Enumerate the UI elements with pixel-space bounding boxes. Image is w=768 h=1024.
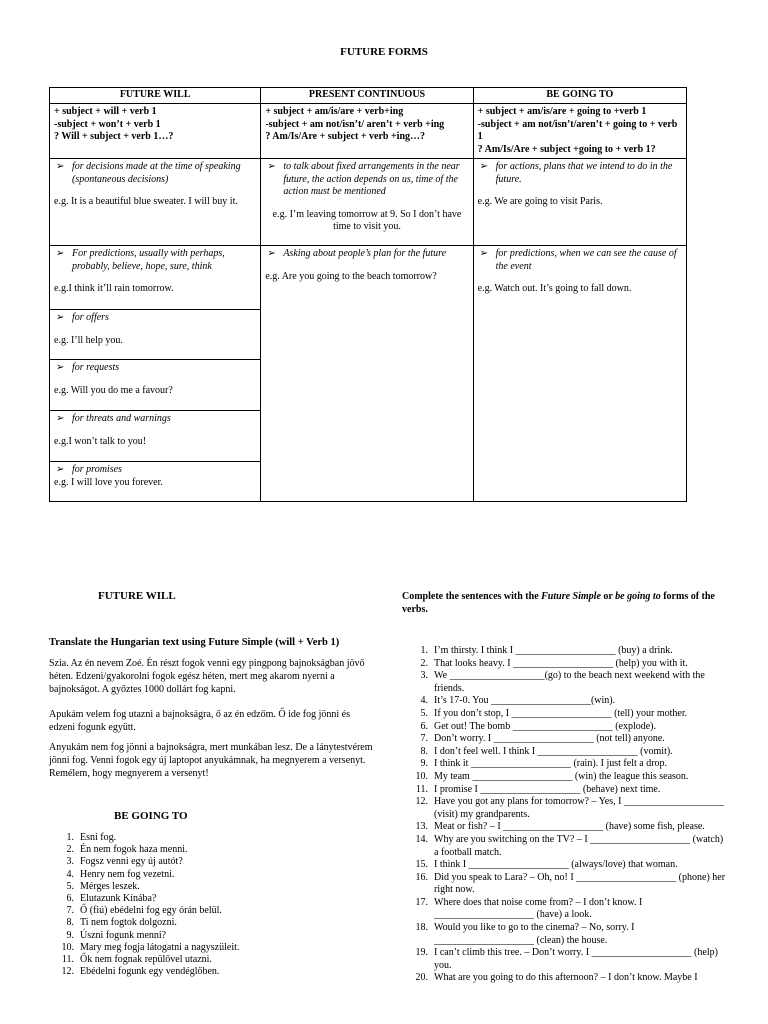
item-text: Mary meg fogja látogatni a nagyszüleit. bbox=[80, 941, 240, 953]
item-text: I can’t climb this tree. – Don’t worry. I ____________________ (help) you. bbox=[434, 947, 718, 971]
arrow-bullet-icon: ➢ bbox=[267, 248, 276, 259]
arrow-bullet-icon: ➢ bbox=[56, 413, 65, 424]
item-text: Fogsz venni egy új autót? bbox=[80, 856, 183, 868]
header-future-will: FUTURE WILL bbox=[50, 88, 261, 104]
uses-row-1 bbox=[50, 159, 687, 246]
will-use-cell bbox=[50, 411, 261, 462]
list-item bbox=[400, 670, 730, 695]
item-text: I promise I ____________________ (behave) next time. bbox=[434, 783, 661, 795]
use-bullet bbox=[54, 312, 256, 325]
item-number: 3. bbox=[66, 856, 74, 868]
example-text: e.g. Watch out. It’s going to fall down. bbox=[477, 283, 632, 294]
list-item bbox=[56, 881, 376, 893]
list-item bbox=[400, 645, 730, 658]
item-number: 12. bbox=[415, 796, 428, 808]
item-number: 15. bbox=[415, 859, 428, 871]
item-text: Would you like to go to the cinema? – No, sorry. I ____________________ (clean) the house. bbox=[434, 922, 635, 946]
list-item bbox=[56, 856, 376, 868]
rules-row bbox=[50, 104, 687, 159]
instruction-term: be going to bbox=[615, 591, 661, 602]
item-number: 1. bbox=[420, 645, 428, 656]
use-text: Asking about people’s plan for the future bbox=[283, 248, 447, 259]
use-bullet bbox=[54, 464, 256, 477]
list-item bbox=[400, 695, 730, 708]
item-text: Where does that noise come from? – I don’t know. I ____________________ (have) a look. bbox=[434, 896, 643, 921]
be-going-to-heading: BE GOING TO bbox=[114, 810, 188, 822]
use-bullet bbox=[54, 248, 256, 273]
hungarian-paragraph: Szia. Az én nevem Zoé. Én részt fogok venni egy pingpong bajnokságban jövő héten. Edzeni/gyakorolni fogok egész héten, mert meg akarom nyerni a bajnokságot. A győztes 1000 dollárt fog kapni. bbox=[49, 658, 365, 695]
list-item bbox=[56, 844, 376, 856]
list-item bbox=[56, 893, 376, 905]
list-item bbox=[400, 821, 730, 834]
list-item bbox=[56, 832, 376, 844]
will-use-cell bbox=[50, 360, 261, 411]
list-item bbox=[400, 721, 730, 734]
item-text: Ők nem fognak repülővel utazni. bbox=[80, 954, 212, 966]
list-item bbox=[56, 869, 376, 881]
rule-line: + subject + will + verb 1 bbox=[54, 106, 157, 117]
item-text: Úszni fogunk menni? bbox=[80, 929, 167, 941]
item-text: Esni fog. bbox=[80, 832, 117, 843]
list-item bbox=[400, 897, 730, 922]
rule-line: ? Will + subject + verb 1…? bbox=[54, 131, 174, 142]
item-text: Elutazunk Kínába? bbox=[80, 893, 157, 905]
item-number: 19. bbox=[415, 947, 428, 959]
arrow-bullet-icon: ➢ bbox=[56, 161, 65, 172]
item-text: Ti nem fogtok dolgozni. bbox=[80, 917, 177, 929]
item-number: 16. bbox=[415, 871, 428, 883]
rule-line: -subject + am not/isn’t/aren’t + going to + verb 1 bbox=[477, 118, 678, 142]
arrow-bullet-icon: ➢ bbox=[56, 464, 65, 475]
item-number: 18. bbox=[415, 922, 428, 934]
exercise-instruction bbox=[402, 590, 732, 616]
use-bullet bbox=[54, 413, 256, 426]
item-number: 10. bbox=[415, 770, 428, 782]
will-rules bbox=[50, 104, 261, 159]
list-item bbox=[400, 947, 730, 972]
rule-line: -subject + won’t + verb 1 bbox=[54, 118, 161, 130]
list-item bbox=[56, 905, 376, 917]
item-text: Did you speak to Lara? – Oh, no! I ____________________ (phone) her right now. bbox=[434, 871, 726, 896]
list-item bbox=[400, 784, 730, 797]
use-text: to talk about fixed arrangements in the near future, the action depends on us, time of the action must be mentioned bbox=[283, 161, 460, 197]
instruction-text: Complete the sentences with the bbox=[402, 591, 542, 602]
instruction-term: Future Simple bbox=[541, 591, 601, 602]
arrow-bullet-icon: ➢ bbox=[479, 248, 489, 259]
item-number: 8. bbox=[66, 917, 74, 929]
item-number: 8. bbox=[420, 745, 428, 757]
example-text: e.g. Are you going to the beach tomorrow? bbox=[265, 270, 437, 282]
use-text: for threats and warnings bbox=[72, 413, 171, 424]
going-use-cell bbox=[473, 159, 686, 246]
table-header-row bbox=[50, 88, 687, 104]
item-number: 4. bbox=[420, 695, 428, 707]
list-item bbox=[400, 972, 730, 985]
item-number: 20. bbox=[415, 972, 428, 984]
list-item bbox=[56, 917, 376, 929]
translate-heading: Translate the Hungarian text using Future Simple (will + Verb 1) bbox=[49, 637, 340, 648]
item-text: Get out! The bomb ____________________ (explode). bbox=[434, 720, 657, 732]
header-be-going-to: BE GOING TO bbox=[473, 88, 686, 104]
use-bullet bbox=[478, 248, 682, 273]
going-rules bbox=[473, 104, 686, 159]
example-text: e.g. I’ll help you. bbox=[54, 334, 123, 346]
going-use-cell bbox=[473, 246, 686, 502]
list-item bbox=[400, 746, 730, 759]
item-number: 9. bbox=[420, 758, 428, 770]
item-number: 10. bbox=[61, 941, 74, 953]
list-item bbox=[400, 796, 730, 821]
hungarian-paragraph: Anyukám nem fog jönni a bajnokságra, mert munkában lesz. De a lánytestvérem jönni fog. Venni fogok egy új laptopot anyukámnak, ha megnyerem a versenyt. Remélem, hogy megnyerem a versenyt! bbox=[49, 742, 373, 779]
item-number: 11. bbox=[415, 783, 428, 795]
example-text: e.g.I won’t talk to you! bbox=[54, 435, 147, 447]
arrow-bullet-icon: ➢ bbox=[56, 362, 65, 373]
use-text: for predictions, when we can see the cause of the event bbox=[495, 248, 677, 272]
continuous-use-cell bbox=[261, 246, 473, 502]
list-item bbox=[400, 658, 730, 671]
item-text: That looks heavy. I ____________________ (help) you with it. bbox=[434, 657, 688, 669]
item-number: 4. bbox=[66, 868, 74, 880]
list-item bbox=[56, 966, 376, 978]
example-text: e.g.I think it’ll rain tomorrow. bbox=[54, 283, 174, 294]
item-text: We ___________________(go) to the beach next weekend with the friends. bbox=[434, 670, 705, 694]
item-number: 2. bbox=[420, 657, 428, 669]
be-going-to-list bbox=[56, 832, 376, 978]
item-text: Why are you switching on the TV? – I ____________________ (watch) a football match. bbox=[434, 833, 724, 858]
item-number: 12. bbox=[61, 966, 74, 978]
item-text: I think I ____________________ (always/love) that woman. bbox=[434, 859, 678, 871]
item-text: What are you going to do this afternoon? – I don’t know. Maybe I bbox=[434, 972, 698, 984]
page-title: FUTURE FORMS bbox=[340, 46, 428, 58]
item-text: I don’t feel well. I think I ____________________ (vomit). bbox=[434, 745, 673, 757]
example-text: e.g. It is a beautiful blue sweater. I will buy it. bbox=[54, 196, 238, 207]
item-number: 3. bbox=[420, 670, 428, 682]
rule-line: ? Am/Is/Are + subject +going to + verb 1? bbox=[477, 143, 656, 155]
item-text: Ő (fiú) ebédelni fog egy órán belül. bbox=[80, 905, 222, 917]
will-use-cell bbox=[50, 159, 261, 246]
item-text: Henry nem fog vezetni. bbox=[80, 868, 175, 880]
continuous-use-cell bbox=[261, 159, 473, 246]
will-use-cell bbox=[50, 310, 261, 360]
list-item bbox=[400, 771, 730, 784]
item-number: 5. bbox=[66, 880, 74, 892]
list-item bbox=[400, 834, 730, 859]
rule-line: -subject + am not/isn’t/ aren’t + verb +ing bbox=[265, 118, 445, 130]
use-text: For predictions, usually with perhaps, probably, believe, hope, sure, think bbox=[72, 248, 225, 272]
use-bullet bbox=[478, 161, 682, 186]
list-item bbox=[400, 922, 730, 947]
arrow-bullet-icon: ➢ bbox=[56, 312, 65, 323]
uses-row-2 bbox=[50, 246, 687, 310]
list-item bbox=[56, 954, 376, 966]
item-number: 1. bbox=[66, 832, 74, 843]
item-text: Have you got any plans for tomorrow? – Yes, I ____________________ (visit) my grandparents. bbox=[434, 796, 724, 820]
item-text: I’m thirsty. I think I ____________________ (buy) a drink. bbox=[434, 645, 673, 656]
item-number: 7. bbox=[66, 905, 74, 917]
list-item bbox=[56, 930, 376, 942]
item-text: If you don’t stop, I ____________________ (tell) your mother. bbox=[434, 707, 688, 719]
list-item bbox=[400, 758, 730, 771]
instruction-text: forms of the verbs. bbox=[402, 591, 715, 615]
item-text: Én nem fogok haza menni. bbox=[80, 844, 188, 856]
use-bullet bbox=[54, 161, 256, 186]
rule-line: + subject + am/is/are + verb+ing bbox=[265, 106, 404, 117]
item-text: My team ____________________ (win) the league this season. bbox=[434, 770, 689, 782]
use-text: for requests bbox=[72, 362, 120, 373]
list-item bbox=[400, 733, 730, 746]
item-number: 6. bbox=[66, 893, 74, 905]
item-number: 11. bbox=[61, 954, 74, 966]
will-use-cell bbox=[50, 246, 261, 310]
item-text: Mérges leszek. bbox=[80, 880, 140, 892]
rule-line: ? Am/Is/Are + subject + verb +ing…? bbox=[265, 131, 426, 142]
instruction-text: or bbox=[600, 591, 616, 602]
arrow-bullet-icon: ➢ bbox=[56, 248, 65, 259]
item-text: Meat or fish? – I ____________________ (have) some fish, please. bbox=[434, 821, 705, 833]
use-text: for actions, plans that we intend to do in the future. bbox=[495, 161, 673, 185]
future-will-heading: FUTURE WILL bbox=[98, 590, 176, 602]
future-forms-table bbox=[49, 87, 687, 502]
use-text: for promises bbox=[72, 464, 122, 475]
item-number: 7. bbox=[420, 733, 428, 745]
header-present-continuous: PRESENT CONTINUOUS bbox=[261, 88, 473, 104]
rule-line: + subject + am/is/are + going to +verb 1 bbox=[477, 106, 647, 117]
use-text: for decisions made at the time of speaking (spontaneous decisions) bbox=[72, 161, 241, 185]
item-number: 17. bbox=[415, 896, 428, 908]
will-use-cell bbox=[50, 462, 261, 502]
arrow-bullet-icon: ➢ bbox=[479, 161, 489, 172]
hungarian-paragraph: Apukám velem fog utazni a bajnokságra, ő az én edzőm. Ő ide fog jönni és edzeni fogunk együtt. bbox=[49, 709, 351, 733]
continuous-rules bbox=[261, 104, 473, 159]
item-text: It’s 17-0. You ____________________(win). bbox=[434, 695, 616, 707]
exercise-list bbox=[400, 645, 730, 985]
use-bullet bbox=[265, 248, 468, 261]
item-number: 9. bbox=[66, 929, 74, 941]
example-text: e.g. I’m leaving tomorrow at 9. So I don’t have time to visit you. bbox=[272, 208, 462, 232]
list-item bbox=[400, 872, 730, 897]
example-text: e.g. Will you do me a favour? bbox=[54, 384, 173, 396]
use-bullet bbox=[54, 362, 256, 375]
use-bullet bbox=[265, 161, 468, 199]
arrow-bullet-icon: ➢ bbox=[267, 161, 276, 172]
list-item bbox=[400, 708, 730, 721]
item-number: 6. bbox=[420, 720, 428, 732]
item-number: 14. bbox=[415, 833, 428, 845]
item-number: 2. bbox=[66, 844, 74, 856]
list-item bbox=[400, 859, 730, 872]
example-text: e.g. We are going to visit Paris. bbox=[477, 196, 603, 207]
item-text: Don’t worry. I ____________________ (not tell) anyone. bbox=[434, 733, 665, 745]
item-text: I think it ____________________ (rain). I just felt a drop. bbox=[434, 758, 668, 770]
item-number: 13. bbox=[415, 821, 428, 833]
item-number: 5. bbox=[420, 707, 428, 719]
example-text: e.g. I will love you forever. bbox=[54, 476, 163, 488]
item-text: Ebédelni fogunk egy vendéglőben. bbox=[80, 966, 220, 978]
use-text: for offers bbox=[72, 312, 109, 323]
list-item bbox=[56, 942, 376, 954]
